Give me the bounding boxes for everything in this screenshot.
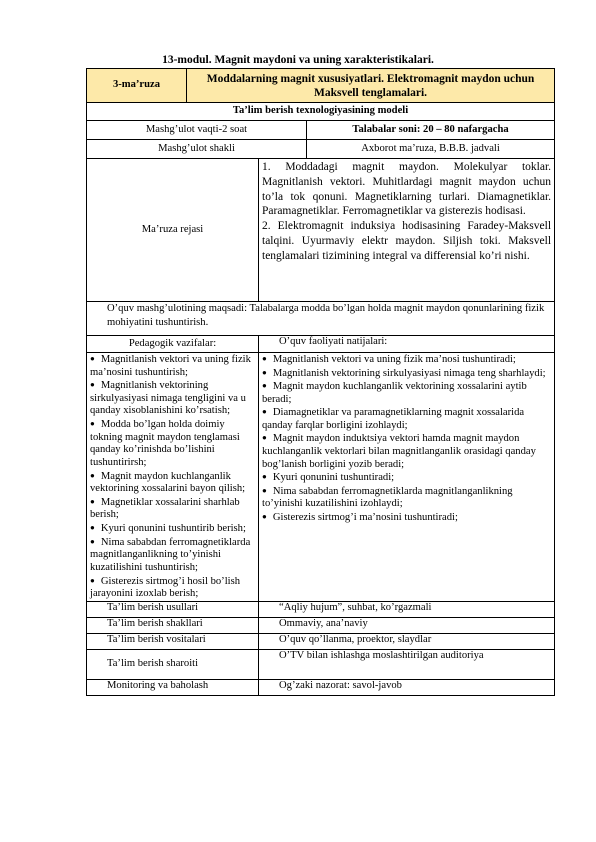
list-item: ● Magnitlanish vektori va uning fizik ma’nosi tushuntiradi; xyxy=(262,353,516,365)
list-item: ● Gisterezis sirtmog’i hosil bo’lish jarayonini izoxlab berish; xyxy=(90,575,241,600)
list-item: ● Magnit maydon induktsiya vektori hamda magnit maydon kuchlanganlik vektorlari bilan magnitlanganlik orasidagi qanday bog’lanish borligini yozib beradi; xyxy=(262,433,536,470)
row-value: Ommaviy, ana’naviy xyxy=(259,617,555,633)
bullet-icon: ● xyxy=(262,433,267,443)
list-item: ● Nima sababdan ferromagnetiklarda magnitlanganlikning to’yinishi kuzatilishini izohlaydi; xyxy=(262,485,513,510)
row-label: Ta’lim berish usullari xyxy=(87,601,259,617)
row-value: “Aqliy hujum”, suhbat, ko’rgazmali xyxy=(259,601,555,617)
bullet-icon: ● xyxy=(90,470,95,480)
list-item: ● Diamagnetiklar va paramagnetiklarning magnit xossalarida qanday farqlar borligini izohlaydi; xyxy=(262,407,525,431)
results-header: O’quv faoliyati natijalari: xyxy=(259,336,555,353)
tasks-list xyxy=(87,353,259,602)
row-label: Ta’lim berish shakllari xyxy=(87,617,259,633)
row-label: Ta’lim berish vositalari xyxy=(87,633,259,649)
list-item: ● Gisterezis sirtmog’i ma’nosini tushuntiradi; xyxy=(262,511,458,523)
row-value: Og’zaki nazorat: savol-javob xyxy=(259,679,555,695)
time-cell: Mashg’ulot vaqti-2 soat xyxy=(87,121,307,140)
results-list xyxy=(259,353,555,602)
plan-label: Ma’ruza rejasi xyxy=(87,159,259,302)
bullet-icon: ● xyxy=(262,354,267,363)
bullet-icon: ● xyxy=(262,485,267,495)
bullet-icon: ● xyxy=(90,523,95,533)
lecture-number: 3-ma’ruza xyxy=(87,69,187,103)
row-label: Ta’lim berish sharoiti xyxy=(87,649,259,679)
bullet-icon: ● xyxy=(90,575,95,585)
list-item: ● Magnetiklar xossalarini sharhlab berish; xyxy=(90,496,240,521)
list-item: ● Magnitlanish vektorining sirkulyasiyasi nimaga tengligini va u qanday xisoblanishini ko’rsatish; xyxy=(90,380,246,417)
students-cell: Talabalar soni: 20 – 80 nafargacha xyxy=(307,121,555,140)
lecture-topic: Moddalarning magnit xususiyatlari. Elektromagnit maydon uchun Maksvell tenglamalari. xyxy=(187,69,555,103)
list-item: ● Magnit maydon kuchlanganlik vektorining xossalarini aytib beradi; xyxy=(262,380,527,405)
list-item: ● Kyuri qonunini tushuntirib berish; xyxy=(90,522,246,534)
form-label: Mashg’ulot shakli xyxy=(87,140,307,159)
bullet-icon: ● xyxy=(90,354,95,363)
bullet-icon: ● xyxy=(262,381,267,390)
bullet-icon: ● xyxy=(262,512,267,522)
list-item: ● Magnitlanish vektorining sirkulyasiyasi nimaga teng sharhlaydi; xyxy=(262,367,546,379)
lesson-goal: O’quv mashg’ulotining maqsadi: Talabalarga modda bo’lgan holda magnit maydon qonunlarining fizik mohiyatini tushuntirish. xyxy=(87,302,555,336)
document-title: 13-modul. Magnit maydoni va uning xarakteristikalari. xyxy=(162,54,434,66)
bullet-icon: ● xyxy=(90,380,95,390)
tasks-header: Pedagogik vazifalar: xyxy=(87,336,259,353)
model-header: Ta’lim berish texnologiyasining modeli xyxy=(87,103,555,121)
list-item: ● Magnit maydon kuchlanganlik vektorining xossalarini bayon qilish; xyxy=(90,470,246,495)
plan-content xyxy=(259,159,555,302)
list-item: ● Kyuri qonunini tushuntiradi; xyxy=(262,472,395,484)
bullet-icon: ● xyxy=(262,407,267,417)
list-item: ● Magnitlanish vektori va uning fizik ma’nosini tushuntirish; xyxy=(90,353,251,378)
bullet-icon: ● xyxy=(262,472,267,482)
form-value: Axborot ma’ruza, B.B.B. jadvali xyxy=(307,140,555,159)
row-value: O’quv qo’llanma, proektor, slaydlar xyxy=(259,633,555,649)
row-label: Monitoring va baholash xyxy=(87,679,259,695)
list-item: ● Nima sababdan ferromagnetiklarda magnitlanganlikning to’yinishi kuzatilishini tushuntirish; xyxy=(90,536,251,573)
bullet-icon: ● xyxy=(90,496,95,506)
bullet-icon: ● xyxy=(90,536,95,546)
bullet-icon: ● xyxy=(262,367,267,377)
plan-item-2: 2. Elektromagnit induksiya hodisasining Faradey-Maksvell talqini. Uyurmaviy elektr maydon. Siljish toki. Maksvell tenglamalari tizimining integral va differensial ko’ri nishi. xyxy=(262,220,552,262)
row-value: O’TV bilan ishlashga moslashtirilgan auditoriya xyxy=(259,649,555,679)
bullet-icon: ● xyxy=(90,419,95,429)
lecture-table xyxy=(86,68,555,696)
plan-item-1: 1. Moddadagi magnit maydon. Molekulyar toklar. Magnitlanish vektori. Muhitlardagi magnit maydon uchun to’la tok qonuni. Magnetiklarning turlari. Diamagnetiklar. Paramagnetiklar. Ferromagnetiklar va gisterezis hodisasi. xyxy=(262,161,552,218)
list-item: ● Modda bo’lgan holda doimiy tokning magnit maydon tenglamasi qanday ko’rinishda bo’lishini tushuntirirsh; xyxy=(90,418,240,469)
